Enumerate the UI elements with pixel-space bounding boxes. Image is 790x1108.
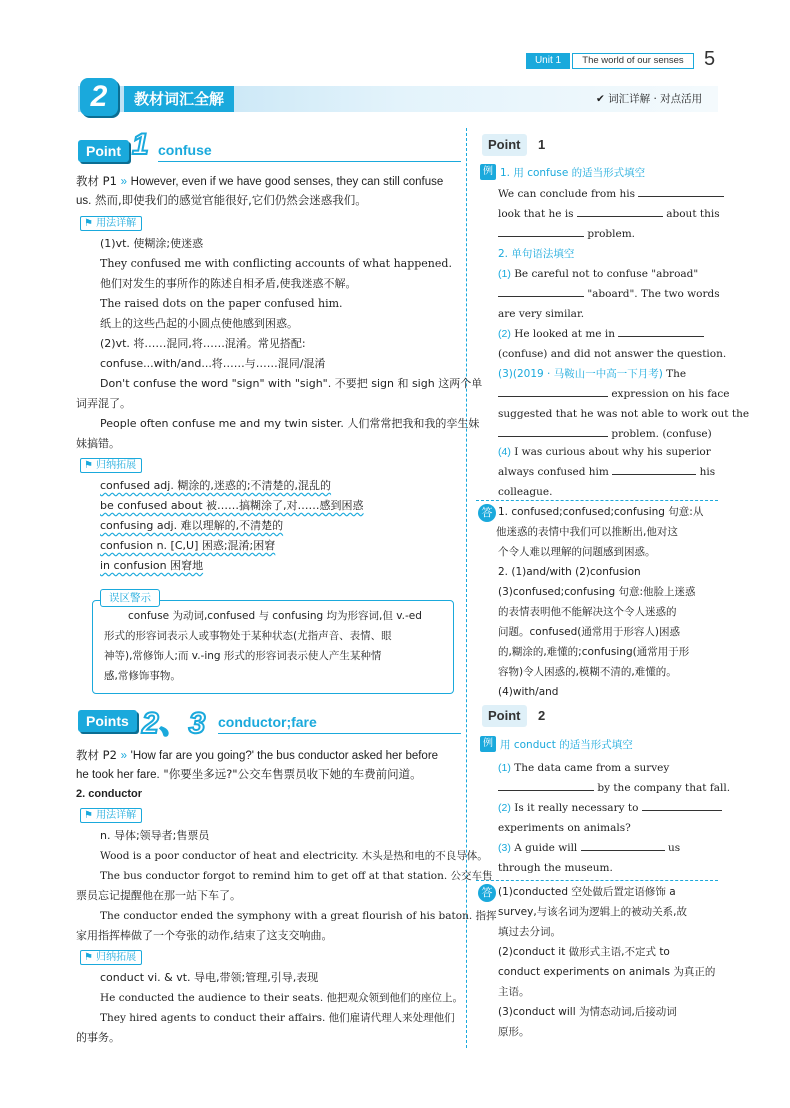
unit-badge: Unit 1 [526,53,570,69]
sub-heading: 2. conductor [76,788,143,800]
section-subtitle: ✔ 词汇详解 · 对点活用 [596,93,703,105]
exercise2-q3: (3)(2019 · 马鞍山一中高一下月考) The expression on his face suggested that he was not able to work out the problem. (confuse) [498,368,750,440]
point23-numbers: 2、3 [142,707,206,740]
answer-divider [476,500,718,501]
warning-text: confuse 为动词,confused 与 confusing 均为形容词,但 v.-ed 形式的形容词表示人或事物处于某种状态(尤指声音、表情、眼 神等),常修饰人;而 v.-ing 形式的形容词表示使人产生某种情 感,常修饰事物。 [104,610,422,682]
point23-source: 教材 P2 » 'How far are you going?' the bus conductor asked her before he took her fare. "你要坐多远?"公交车售票员收下她的车费前问道。 [76,748,439,781]
point23-expand: conduct vi. & vt. 导电,带领;管理,引导,表现 He conducted the audience to their seats. 他把观众领到他们的座位上。 They hired agents to conduct their affairs. 他们雇请代理人来处理他们 的事务。 [76,971,464,1044]
answer-badge: 答 [478,504,496,522]
exercise2-q4: (4) I was curious about why his superior always confused him his colleague. [498,446,716,498]
point1-word: confuse [158,142,212,158]
blank-input[interactable] [498,385,608,397]
blank-input[interactable] [498,225,584,237]
pin-icon: ⚑ [84,952,93,963]
exercise2-title: 2. 单句语法填空 [498,248,575,260]
exercise1-title: 1. 用 confuse 的适当形式填空 [500,167,646,179]
blank-input[interactable] [612,463,696,475]
pin-icon: ⚑ [84,218,93,229]
blank-input[interactable] [577,205,663,217]
page-number: 5 [704,48,716,70]
point23-underline [218,733,461,734]
answer-divider [476,880,718,881]
blank-input[interactable] [581,839,665,851]
expand-tag: ⚑ 归纳拓展 [80,950,142,965]
point1-expand: confused adj. 糊涂的,迷惑的;不清楚的,混乱的 be confused about 被……搞糊涂了,对……感到困惑 confusing adj. 难以理解的,不清楚的 confusion n. [C,U] 困惑;混淆;困窘 in confusion 困窘地 [100,479,364,572]
point1-usage: (1)vt. 使糊涂;使迷惑 They confused me with conflicting accounts of what happened. 他们对发生的事所作的陈述自相矛盾,使我迷惑不解。 The raised dots on the paper confused him. 纸上的这些凸起的小圆点使他感到困惑。 (2)vt. 将……混同,将……混淆。常见搭配: confuse...with/and...将……与……混同/混淆 Don't confuse the word "sign" with "sigh". 不要把 sign 和 sigh 这两个单 词弄混了。 People often confuse me and my twin sister. 人们常常把我和我的孪生妹 妹搞错。 [76,237,483,450]
warning-tag: 误区警示 [100,589,160,607]
right-point1-badge: Point [482,134,527,156]
blank-input[interactable] [618,325,704,337]
exercise3-title: 用 conduct 的适当形式填空 [500,739,633,751]
unit-title: The world of our senses [572,53,694,69]
point23-badge: Points [78,710,137,732]
exercise3-q2: (2) Is it really necessary to experiments on animals? [498,798,716,838]
exercise2-q1: (1) Be careful not to confuse "abroad" "aboard". The two words are very similar. [498,268,720,320]
section-title: 教材词汇全解 [124,86,234,112]
point23-usage: n. 导体;领导者;售票员 Wood is a poor conductor of heat and electricity. 木头是热和电的不良导体。 The bus conductor forgot to remind him to get off at that station. 公交车售 票员忘记提醒他在那一站下车了。 The conductor ended the symphony with a great flourish of his baton. 指挥 家用指挥棒做了一个夸张的动作,结束了这支交响曲。 [76,829,497,942]
check-icon: ✔ [596,93,605,105]
usage-tag: ⚑ 用法详解 [80,808,142,823]
exercise3-q1: (1) The data came from a survey by the company that fall. [498,762,731,794]
answer1-text: 1. confused;confused;confusing 句意:从 他迷惑的表情中我们可以推断出,他对这 个令人难以理解的问题感到困惑。 2. (1)and/with (2)confusion (3)confused;confusing 句意:他脸上迷惑 的表情表明他不能解决这个令人迷惑的 问题。confused(通常用于形容人)困惑 的,糊涂的,难懂的;confusing(通常用于形 容物)令人困惑的,模糊不清的,难懂的。 (4)with/and [496,506,704,698]
pin-icon: ⚑ [84,460,93,471]
blank-input[interactable] [642,799,722,811]
example-badge: 例 [480,736,496,752]
answer2-text: (1)conducted 空处做后置定语修饰 a survey,与该名词为逻辑上的被动关系,故 填过去分词。 (2)conduct it 做形式主语,不定式 to conduct experiments on animals 为真正的 主语。 (3)conduct will 为情态动词,后接动词 原形。 [498,886,716,1038]
example-badge: 例 [480,164,496,180]
right-point2-number: 2 [538,708,546,723]
point1-underline [158,161,461,162]
point1-number: 1 [132,128,149,161]
blank-input[interactable] [498,779,594,791]
blank-input[interactable] [498,285,584,297]
double-chevron-icon: » [120,750,127,762]
section-number: 2 [80,78,118,116]
blank-input[interactable] [498,425,608,437]
right-point2-badge: Point [482,705,527,727]
exercise2-q2: (2) He looked at me in (confuse) and did not answer the question. [498,324,716,364]
point1-badge: Point [78,140,129,162]
usage-tag: ⚑ 用法详解 [80,216,142,231]
point23-word: conductor;fare [218,714,317,730]
double-chevron-icon: » [120,176,127,188]
blank-input[interactable] [638,185,724,197]
point1-source: 教材 P1 » However, even if we have good senses, they can still confuse us. 然而,即使我们的感觉官能很好,它们仍然会迷惑我们。 [76,174,444,207]
right-point1-number: 1 [538,137,546,152]
answer-badge: 答 [478,884,496,902]
exercise3-q3: (3) A guide will us through the museum. [498,838,716,878]
exercise1-text: We can conclude from his look that he is about this problem. [498,184,716,244]
pin-icon: ⚑ [84,810,93,821]
expand-tag: ⚑ 归纳拓展 [80,458,142,473]
